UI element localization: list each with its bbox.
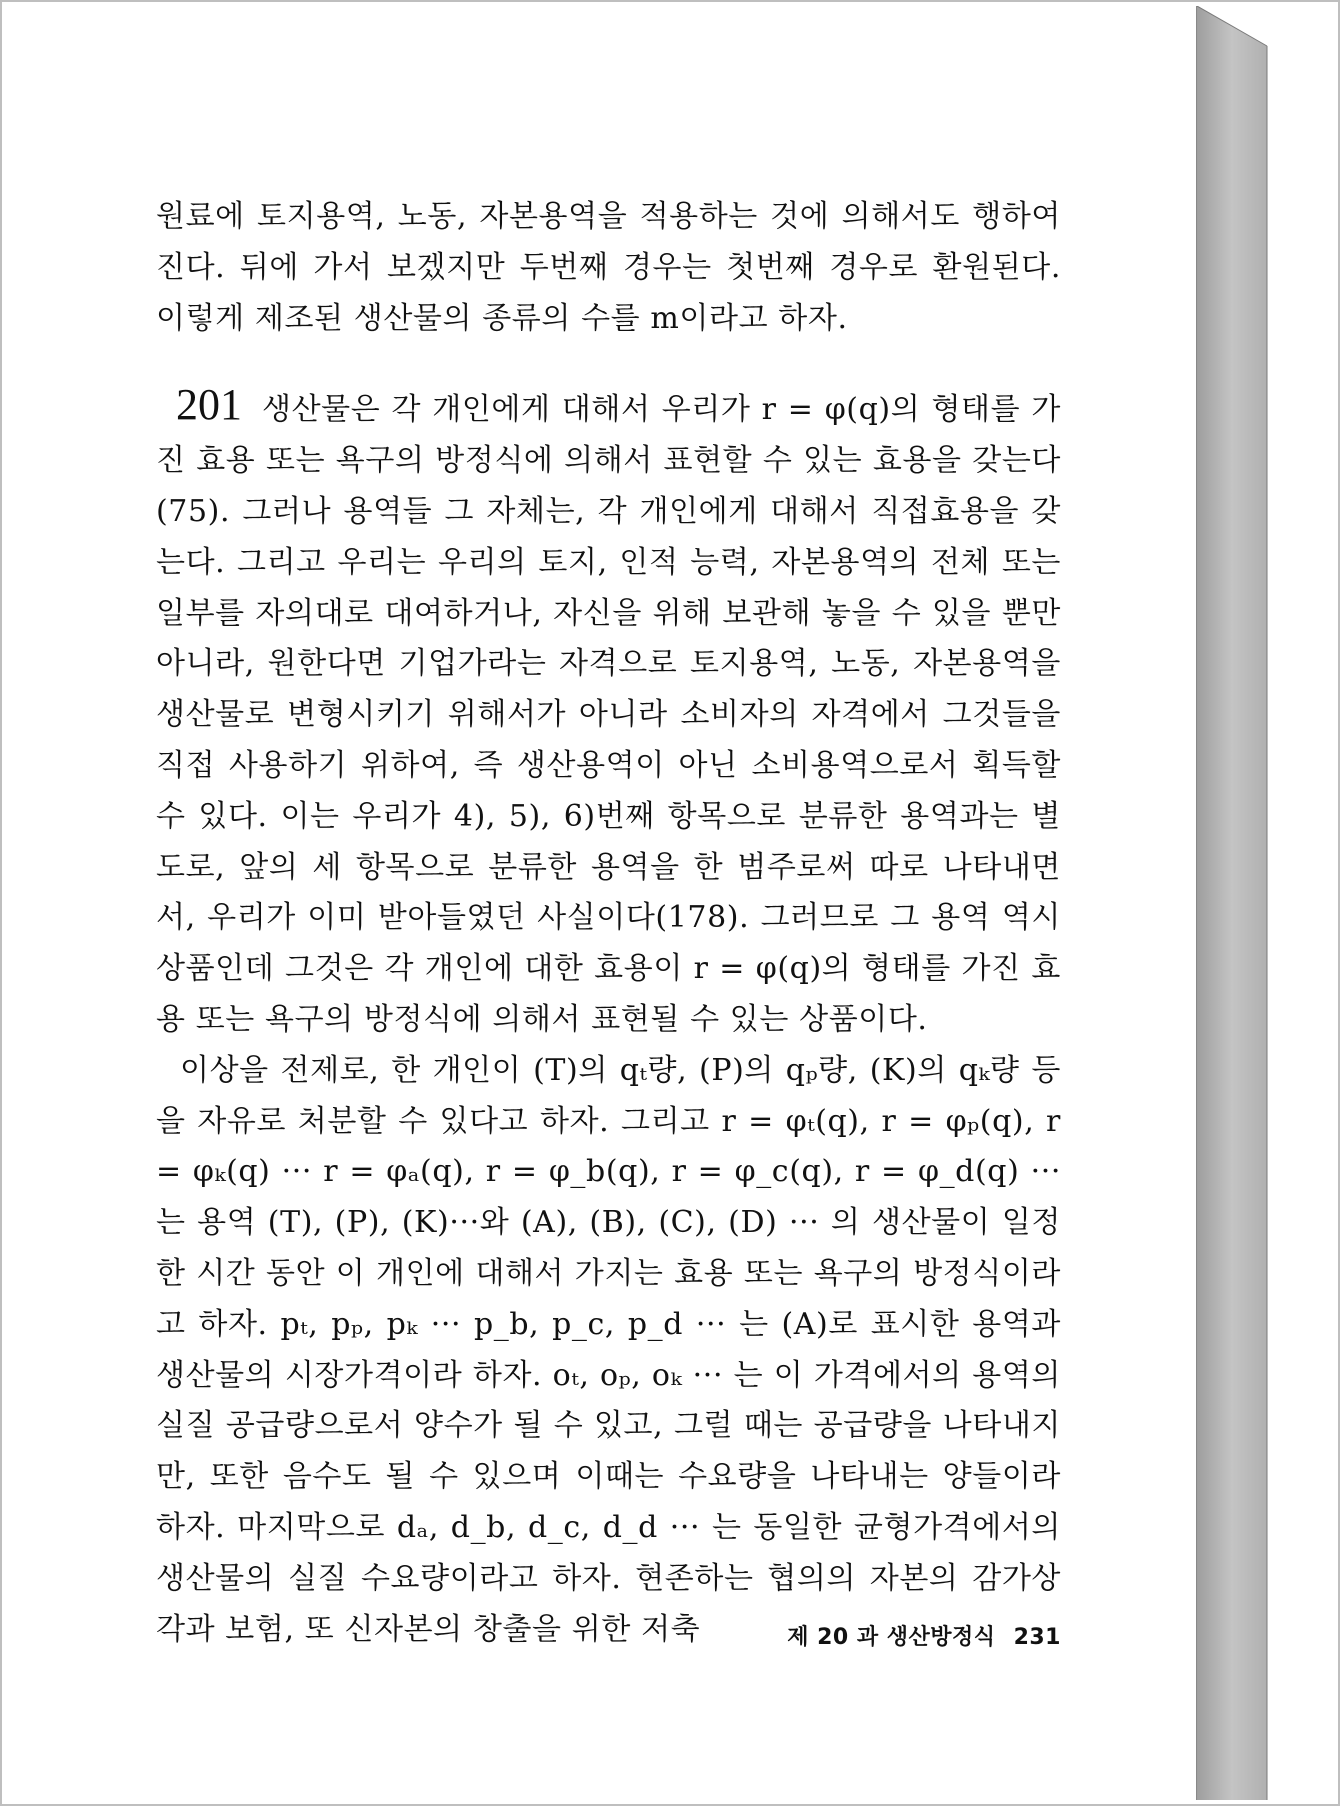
paragraph-text: 생산물은 각 개인에게 대해서 우리가 r = φ(q)의 형태를 가진 효용 또는 욕구의 방정식에 의해서 표현할 수 있는 효용을 갖는다(75). 그러나 용역들 그 자체는, 각 개인에게 대해서 직접효용을 갖는다. 그리고 우리는 우리의 토지, 인적 능력, 자본용역의 전체 또는 일부를 자의대로 대여하거나, 자신을 위해 보관해 놓을 수 있을 뿐만 아니라, 원한다면 기업가라는 자격으로 토지용역, 노동, 자본용역을 생산물로 변형시키기 위해서가 아니라 소비자의 자격에서 그것들을 직접 사용하기 위하여, 즉 생산용역이 아닌 소비용역으로서 획득할 수 있다. 이는 우리가 4), 5), 6)번째 항목으로 분류한 용역과는 별도로, 앞의 세 항목으로 분류한 용역을 한 범주로써 따로 나타내면서, 우리가 이미 받아들였던 사실이다(178). 그러므로 그 용역 역시 상품인데 그것은 각 개인에 대한 효용이 r = φ(q)의 형태를 가진 효용 또는 욕구의 방정식에 의해서 표현될 수 있는 상품이다. <box>156 392 1061 1037</box>
page-footer <box>741 1620 1061 1651</box>
paragraph-text: 원료에 토지용역, 노동, 자본용역을 적용하는 것에 의해서도 행하여진다. 뒤에 가서 보겠지만 두번째 경우는 첫번째 경우로 환원된다. 이렇게 제조된 생산물의 종류의 수를 m이라고 하자. <box>156 199 1061 336</box>
page-number: 231 <box>1013 1625 1061 1650</box>
paragraph-number: 201 <box>176 380 242 430</box>
paragraph-1 <box>156 192 1061 344</box>
body-text <box>156 192 1061 1655</box>
paragraph-3 <box>156 1046 1061 1656</box>
paragraph-text: 이상을 전제로, 한 개인이 (T)의 qₜ량, (P)의 qₚ량, (K)의 qₖ량 등을 자유로 처분할 수 있다고 하자. 그리고 r = φₜ(q), r = φₚ(q), r = φₖ(q) ··· r = φₐ(q), r = φ_b(q), r = φ_c(q), r = φ_d(q) ··· 는 용역 (T), (P), (K)···와 (A), (B), (C), (D) ··· 의 생산물이 일정한 시간 동안 이 개인에 대해서 가지는 효용 또는 욕구의 방정식이라고 하자. pₜ, pₚ, pₖ ··· p_b, p_c, p_d ··· 는 (A)로 표시한 용역과 생산물의 시장가격이라 하자. oₜ, oₚ, oₖ ··· 는 이 가격에서의 용역의 실질 공급량으로서 양수가 될 수 있고, 그럴 때는 공급량을 나타내지만, 또한 음수도 될 수 있으며 이때는 수요량을 나타내는 양들이라 하자. 마지막으로 dₐ, d_b, d_c, d_d ··· 는 동일한 균형가격에서의 생산물의 실질 수요량이라고 하자. 현존하는 협의의 자본의 감가상각과 보험, 또 신자본의 창출을 위한 저축 <box>156 1052 1061 1647</box>
paragraph-201 <box>156 380 1061 1045</box>
book-page <box>6 6 1197 1800</box>
book-page-edge <box>1197 6 1338 1800</box>
chapter-title: 제 20 과 생산방정식 <box>787 1625 996 1650</box>
book-edge-shading <box>1197 6 1338 1800</box>
